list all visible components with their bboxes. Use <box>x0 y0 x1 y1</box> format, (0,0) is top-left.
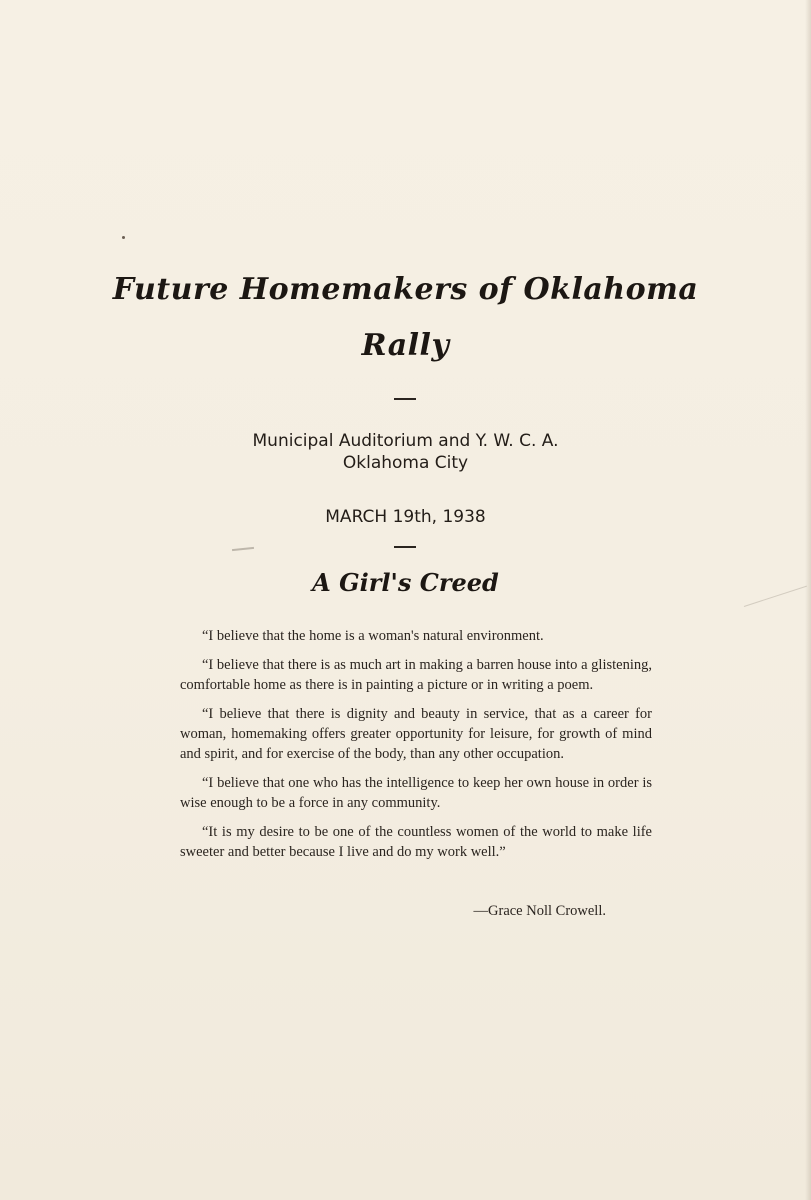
creed-paragraph: “I believe that one who has the intelligence to keep her own house in order is wise enough to be a force in any community. <box>180 775 652 811</box>
page-edge-shadow <box>805 0 811 1200</box>
creed-paragraph: “I believe that there is as much art in making a barren house into a glistening, comfortable home as there is in painting a picture or in writing a poem. <box>180 657 652 693</box>
venue-line-2: Oklahoma City <box>342 453 469 473</box>
creed-title: A Girl's Creed <box>312 568 499 597</box>
title-line-1: Future Homemakers of Oklahoma <box>112 272 699 307</box>
event-date: MARCH 19th, 1938 <box>325 507 486 527</box>
divider-dash <box>394 546 416 548</box>
creed-paragraph: “I believe that there is dignity and beauty in service, that as a career for woman, homemaking offers greater opportunity for leisure, for growth of mind and spirit, and for exercise of the body, than any other occupation. <box>180 706 652 762</box>
paper-speck <box>122 236 125 239</box>
title-line-2: Rally <box>361 328 450 363</box>
creed-paragraph: “It is my desire to be one of the countless women of the world to make life sweeter and better because I live and do my work well.” <box>180 824 652 860</box>
venue-line-1: Municipal Auditorium and Y. W. C. A. <box>252 431 559 451</box>
creed-paragraph: “I believe that the home is a woman's natural environment. <box>202 628 544 644</box>
creed-body <box>180 626 652 871</box>
attribution: —Grace Noll Crowell. <box>473 903 606 919</box>
divider-dash <box>394 398 416 400</box>
pencil-mark <box>232 547 254 551</box>
